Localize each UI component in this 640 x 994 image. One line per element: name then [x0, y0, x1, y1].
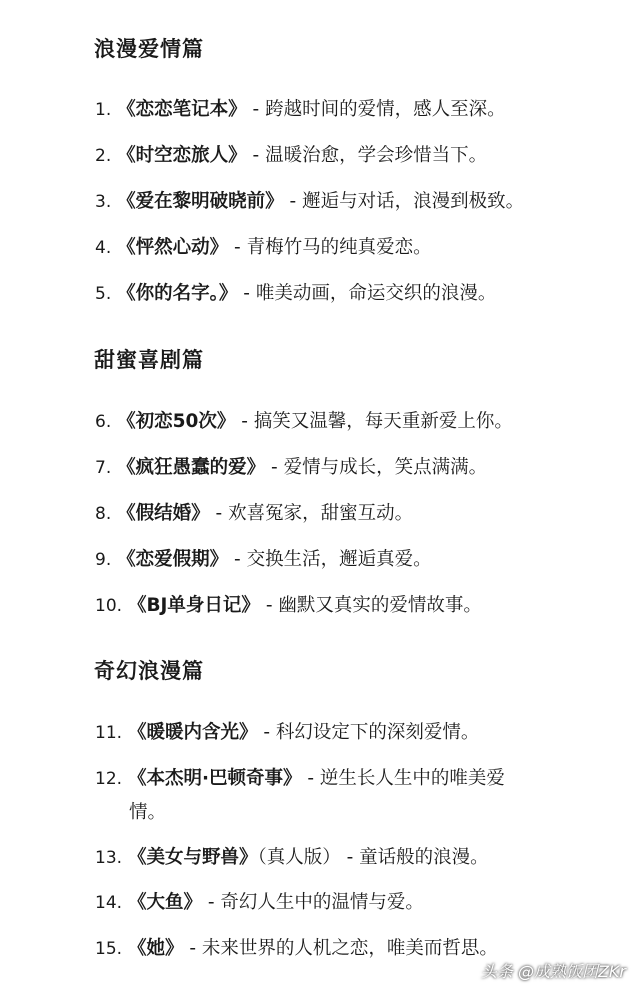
movie-title: 《初恋50次》 [117, 411, 236, 432]
item-number: 14. [95, 893, 123, 913]
list-item [95, 451, 615, 485]
watermark: 头条 @成熟饭团ZKr [480, 962, 626, 981]
section-heading-romance: 浪漫爱情篇 [94, 37, 204, 61]
movie-description: （真人版） - 童话般的浪漫。 [257, 847, 489, 868]
movie-title: 《疯狂愚蠢的爱》 [117, 457, 266, 478]
movie-title: 《时空恋旅人》 [117, 145, 247, 166]
list-item [95, 497, 615, 531]
list-item [95, 231, 615, 265]
list-item [95, 93, 615, 127]
list-item-continuation [129, 796, 640, 830]
movie-description: - 爱情与成长，笑点满满。 [265, 457, 488, 478]
movie-description: - 青梅竹马的纯真爱恋。 [228, 237, 432, 258]
list-item [95, 589, 615, 623]
list-item [95, 277, 615, 311]
movie-description: - 温暖治愈，学会珍惜当下。 [246, 145, 488, 166]
item-number: 2. [95, 146, 112, 166]
section-heading-fantasy: 奇幻浪漫篇 [94, 659, 204, 683]
movie-description: - 奇幻人生中的温情与爱。 [201, 892, 424, 913]
list-item [95, 886, 615, 920]
movie-description: - 幽默又真实的爱情故事。 [259, 595, 482, 616]
item-number: 5. [95, 284, 112, 304]
item-number: 11. [95, 723, 123, 743]
item-number: 12. [95, 769, 123, 789]
movie-description-continued: 情。 [129, 802, 167, 823]
item-number: 4. [95, 238, 112, 258]
list-item [95, 139, 615, 173]
movie-description: - 未来世界的人机之恋，唯美而哲思。 [183, 938, 498, 959]
movie-description: - 搞笑又温馨，每天重新爱上你。 [235, 411, 513, 432]
movie-title: 《暖暖内含光》 [127, 722, 258, 743]
item-number: 7. [95, 458, 112, 478]
movie-description: - 邂逅与对话，浪漫到极致。 [283, 191, 525, 212]
movie-title: 《本杰明·巴顿奇事》 [127, 768, 302, 789]
movie-title: 《恋恋笔记本》 [117, 99, 247, 120]
movie-title: 《你的名字。》 [117, 283, 238, 304]
list-item [95, 543, 615, 577]
list-item [95, 185, 615, 219]
item-number: 8. [95, 504, 112, 524]
item-number: 13. [95, 848, 123, 868]
movie-description: - 交换生活，邂逅真爱。 [228, 549, 432, 570]
movie-description: - 科幻设定下的深刻爱情。 [257, 722, 480, 743]
list-item [95, 841, 615, 875]
movie-title: 《美女与野兽》 [127, 847, 258, 868]
item-number: 15. [95, 939, 123, 959]
movie-description: - 跨越时间的爱情，感人至深。 [246, 99, 506, 120]
item-number: 9. [95, 550, 112, 570]
item-number: 3. [95, 192, 112, 212]
list-item [95, 405, 615, 439]
movie-description: - 唯美动画，命运交织的浪漫。 [237, 283, 497, 304]
movie-description: - 逆生长人生中的唯美爱 [301, 768, 505, 789]
section-heading-comedy: 甜蜜喜剧篇 [94, 348, 204, 372]
item-number: 10. [95, 596, 123, 616]
movie-title: 《爱在黎明破晓前》 [117, 191, 284, 212]
movie-title: 《怦然心动》 [117, 237, 229, 258]
item-number: 6. [95, 412, 112, 432]
movie-title: 《大鱼》 [127, 892, 202, 913]
list-item [95, 716, 615, 750]
movie-title: 《她》 [127, 938, 184, 959]
movie-title: 《恋爱假期》 [117, 549, 229, 570]
list-item [95, 762, 615, 796]
movie-title: 《假结婚》 [117, 503, 210, 524]
item-number: 1. [95, 100, 112, 120]
movie-title: 《BJ单身日记》 [127, 595, 260, 616]
movie-description: - 欢喜冤家，甜蜜互动。 [209, 503, 414, 524]
